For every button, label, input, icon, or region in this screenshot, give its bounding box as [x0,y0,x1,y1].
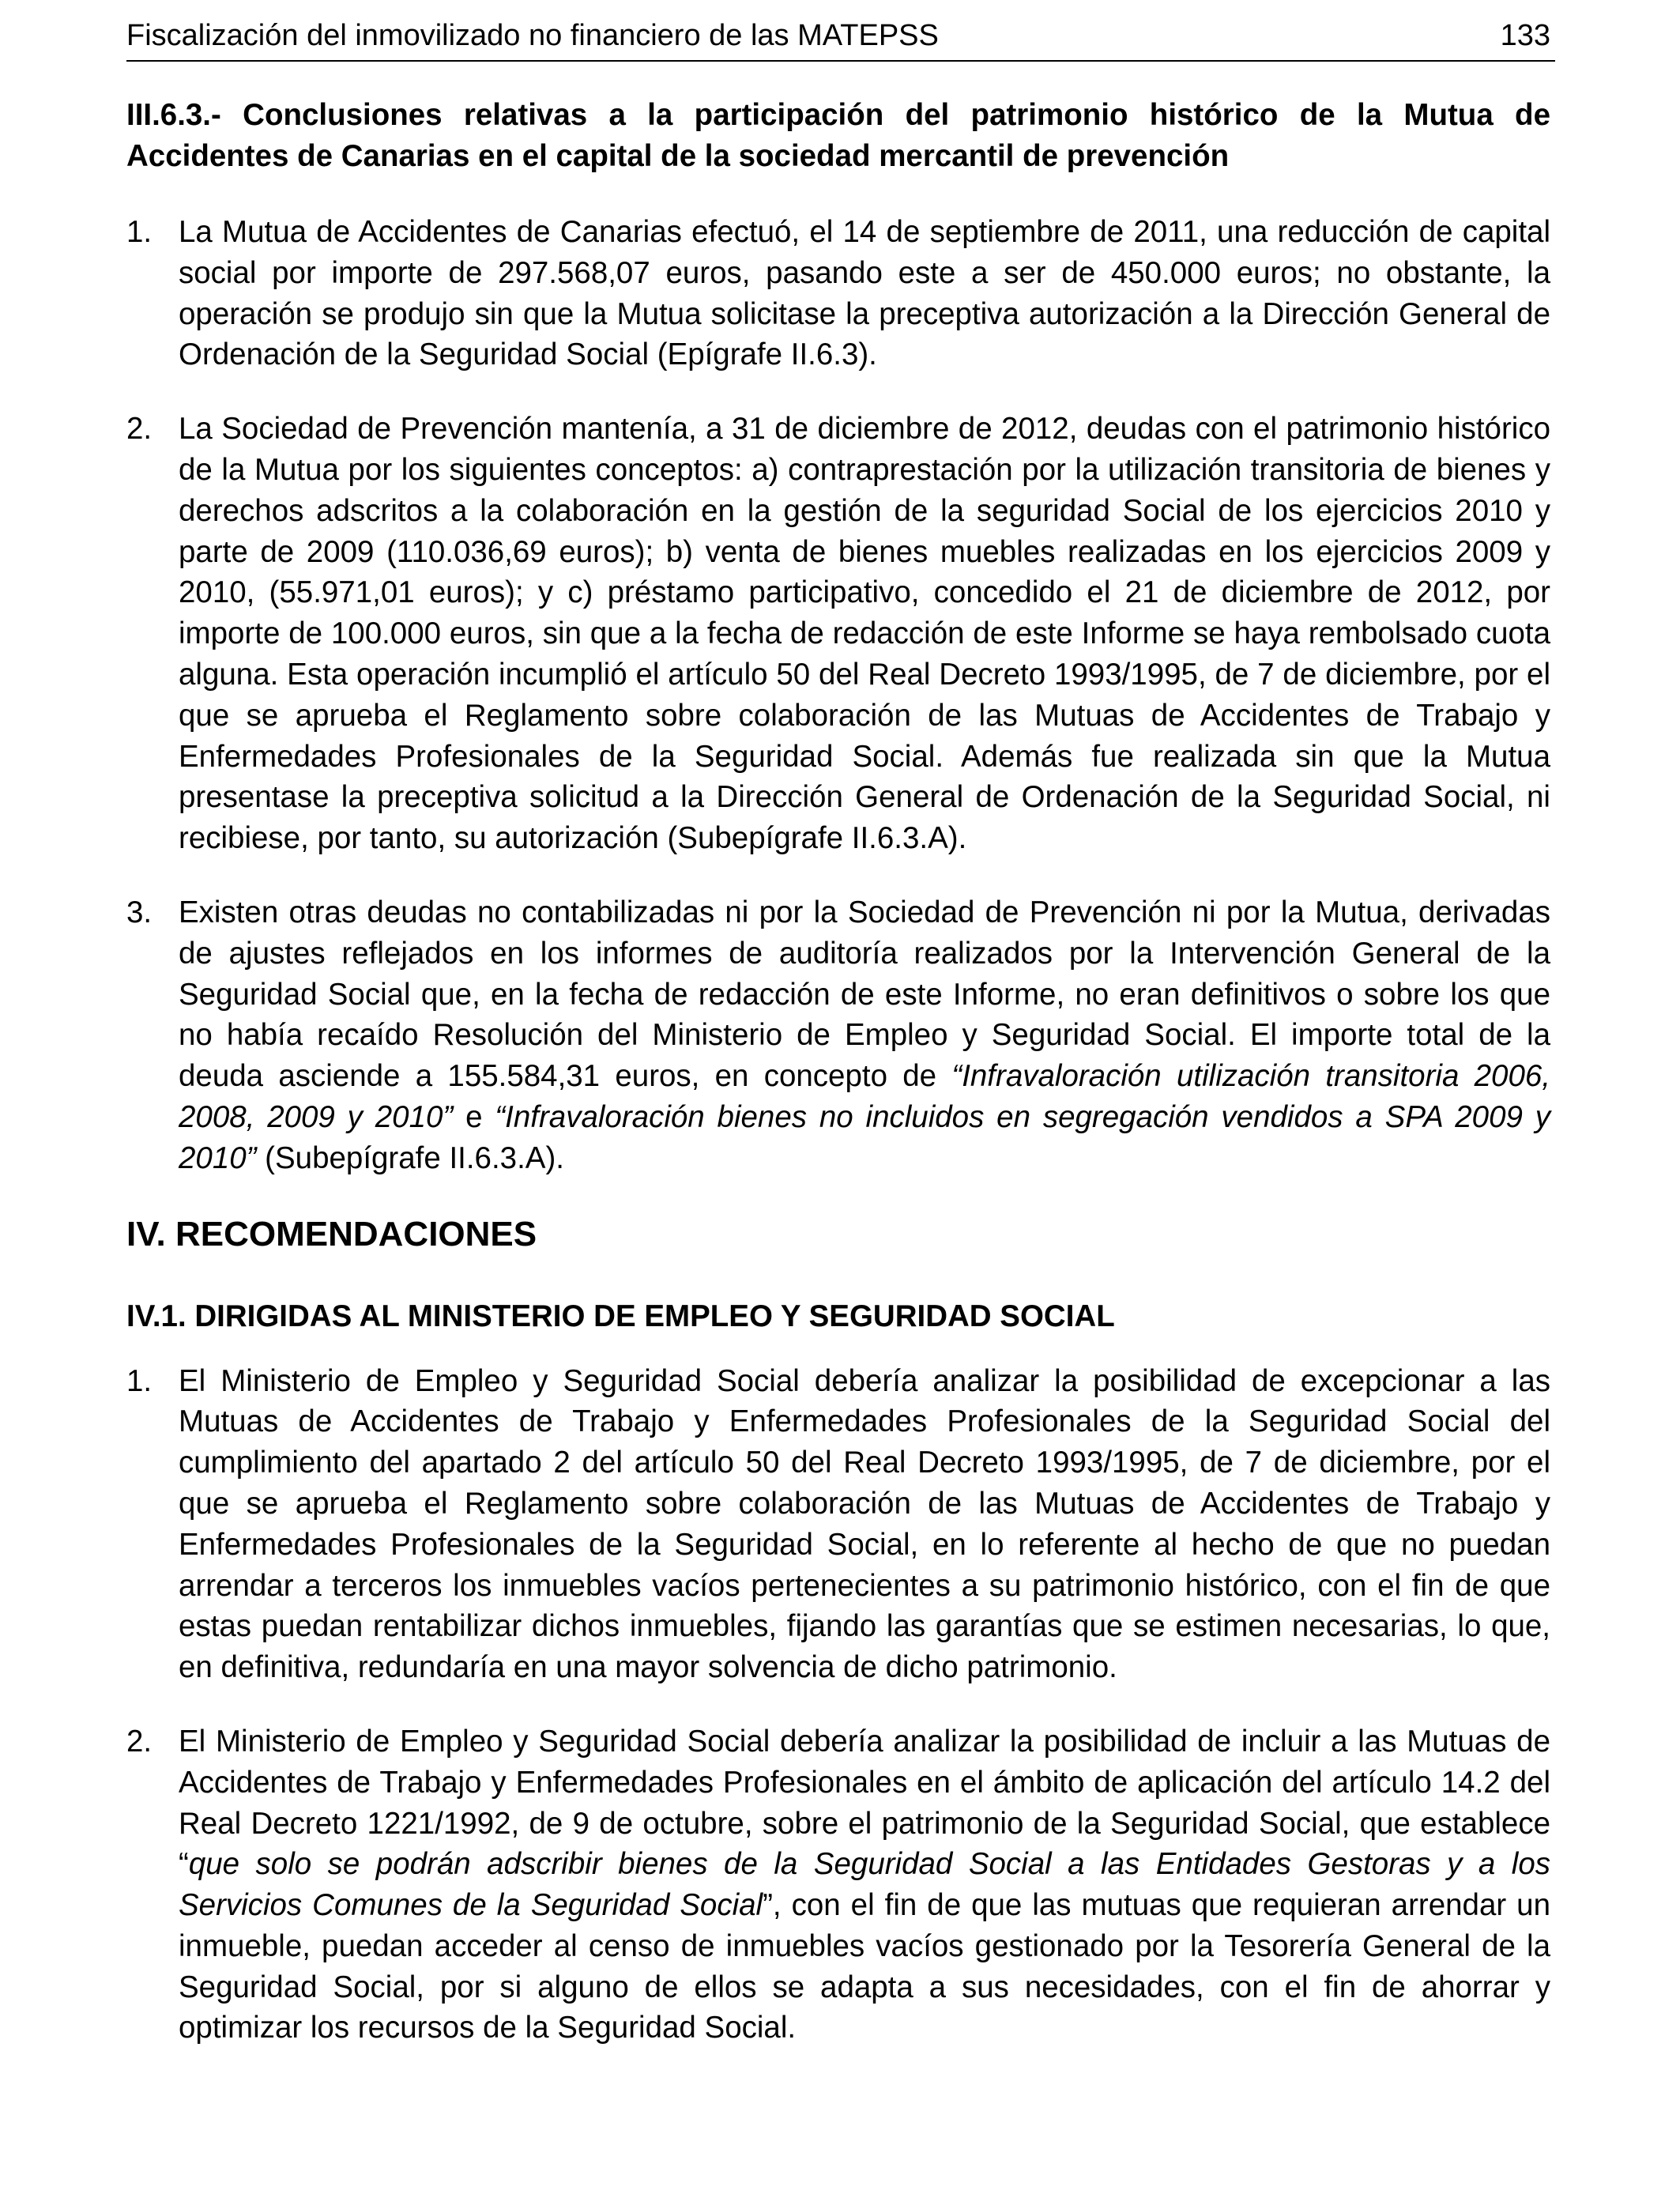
page-number: 133 [1500,19,1550,52]
conclusion-item-1 [126,212,1550,375]
page-header [126,13,1555,62]
section-title: III.6.3.- Conclusiones relativas a la participación del patrimonio histórico de la Mutua de Accidentes de Canarias en el capital de la sociedad mercantil de prevención [126,98,1550,173]
item-text-italic: que solo se podrán adscribir bienes de la Seguridad Social a las Entidades Gestoras y a los Servicios Comunes de la Seguridad Social [179,1847,1550,1923]
recommendations-heading: IV. RECOMENDACIONES [126,1214,537,1253]
item-text-part: El Ministerio de Empleo y Seguridad Social debería analizar la posibilidad de incluir a las Mutuas de Accidentes de Trabajo y Enfermedades Profesionales en el ámbito de aplicación del artículo 14.2 del Real Decreto 1221/1992, de 9 de octubre, sobre el patrimonio de la Seguridad Social, que establece “ [179,1724,1550,1882]
item-number: 2. [126,412,153,447]
recommendation-item-2 [126,1721,1550,2049]
conclusion-item-2 [126,409,1550,859]
item-text-part: Existen otras deudas no contabilizadas ni por la Sociedad de Prevención ni por la Mutua, derivadas de ajustes reflejados en los informes de auditoría realizados por la Intervención General de la Seguridad Social que, en la fecha de redacción de este Informe, no eran definitivos o sobre los que no había recaído Resolución del Ministerio de Empleo y Seguridad Social. El importe total de la deuda asciende a 155.584,31 euros, en concepto de [179,895,1550,1094]
recommendations-subheading: IV.1. DIRIGIDAS AL MINISTERIO DE EMPLEO Y SEGURIDAD SOCIAL [126,1299,1115,1333]
item-number: 3. [126,895,153,929]
item-text-italic: “Infravaloración utilización transitoria 2006, 2008, 2009 y 2010” [179,1059,1550,1134]
item-text-part: e [453,1099,495,1134]
item-text: La Mutua de Accidentes de Canarias efectuó, el 14 de septiembre de 2011, una reducción de capital social por importe de 297.568,07 euros, pasando este a ser de 450.000 euros; no obstante, la operación se produjo sin que la Mutua solicitase la preceptiva autorización a la Dirección General de Ordenación de la Seguridad Social (Epígrafe II.6.3). [179,215,1550,372]
item-text: La Sociedad de Prevención mantenía, a 31 de diciembre de 2012, deudas con el patrimonio histórico de la Mutua por los siguientes conceptos: a) contraprestación por la utilización transitoria de bienes y derechos adscritos a la colaboración en la gestión de la seguridad Social de los ejercicios 2010 y parte de 2009 (110.036,69 euros); b) venta de bienes muebles realizadas en los ejercicios 2009 y 2010, (55.971,01 euros); y c) préstamo participativo, concedido el 21 de diciembre de 2012, por importe de 100.000 euros, sin que a la fecha de redacción de este Informe se haya rembolsado cuota alguna. Esta operación incumplió el artículo 50 del Real Decreto 1993/1995, de 7 de diciembre, por el que se aprueba el Reglamento sobre colaboración de las Mutuas de Accidentes de Trabajo y Enfermedades Profesionales de la Seguridad Social. Además fue realizada sin que la Mutua presentase la preceptiva solicitud a la Dirección General de Ordenación de la Seguridad Social, ni recibiese, por tanto, su autorización (Subepígrafe II.6.3.A). [179,412,1550,856]
conclusion-item-3 [126,892,1550,1179]
item-text: El Ministerio de Empleo y Seguridad Social debería analizar la posibilidad de excepcionar a las Mutuas de Accidentes de Trabajo y Enfermedades Profesionales de la Seguridad Social del cumplimiento del apartado 2 del artículo 50 del Real Decreto 1993/1995, de 7 de diciembre, por el que se aprueba el Reglamento sobre colaboración de las Mutuas de Accidentes de Trabajo y Enfermedades Profesionales de la Seguridad Social, en lo referente al hecho de que no puedan arrendar a terceros los inmuebles vacíos pertenecientes a su patrimonio histórico, con el fin de que estas puedan rentabilizar dichos inmuebles, fijando las garantías que se estimen necesarias, lo que, en definitiva, redundaría en una mayor solvencia de dicho patrimonio. [179,1363,1550,1685]
item-text-italic: “Infravaloración bienes no incluidos en segregación vendidos a SPA 2009 y 2010” [179,1099,1550,1175]
item-number: 1. [126,215,153,249]
document-body [126,95,1550,2082]
recommendation-item-1 [126,1361,1550,1688]
item-text [179,1721,1550,2049]
header-title: Fiscalización del inmovilizado no financiero de las MATEPSS [126,19,939,52]
item-number: 2. [126,1724,153,1759]
item-number: 1. [126,1363,153,1398]
item-text-part: ”, con el fin de que las mutuas que requieran arrendar un inmueble, puedan acceder al censo de inmuebles vacíos gestionado por la Tesorería General de la Seguridad Social, por si alguno de ellos se adapta a sus necesidades, con el fin de ahorrar y optimizar los recursos de la Seguridad Social. [179,1888,1551,2045]
item-text [179,892,1550,1179]
item-text-part: (Subepígrafe II.6.3.A). [256,1140,564,1175]
